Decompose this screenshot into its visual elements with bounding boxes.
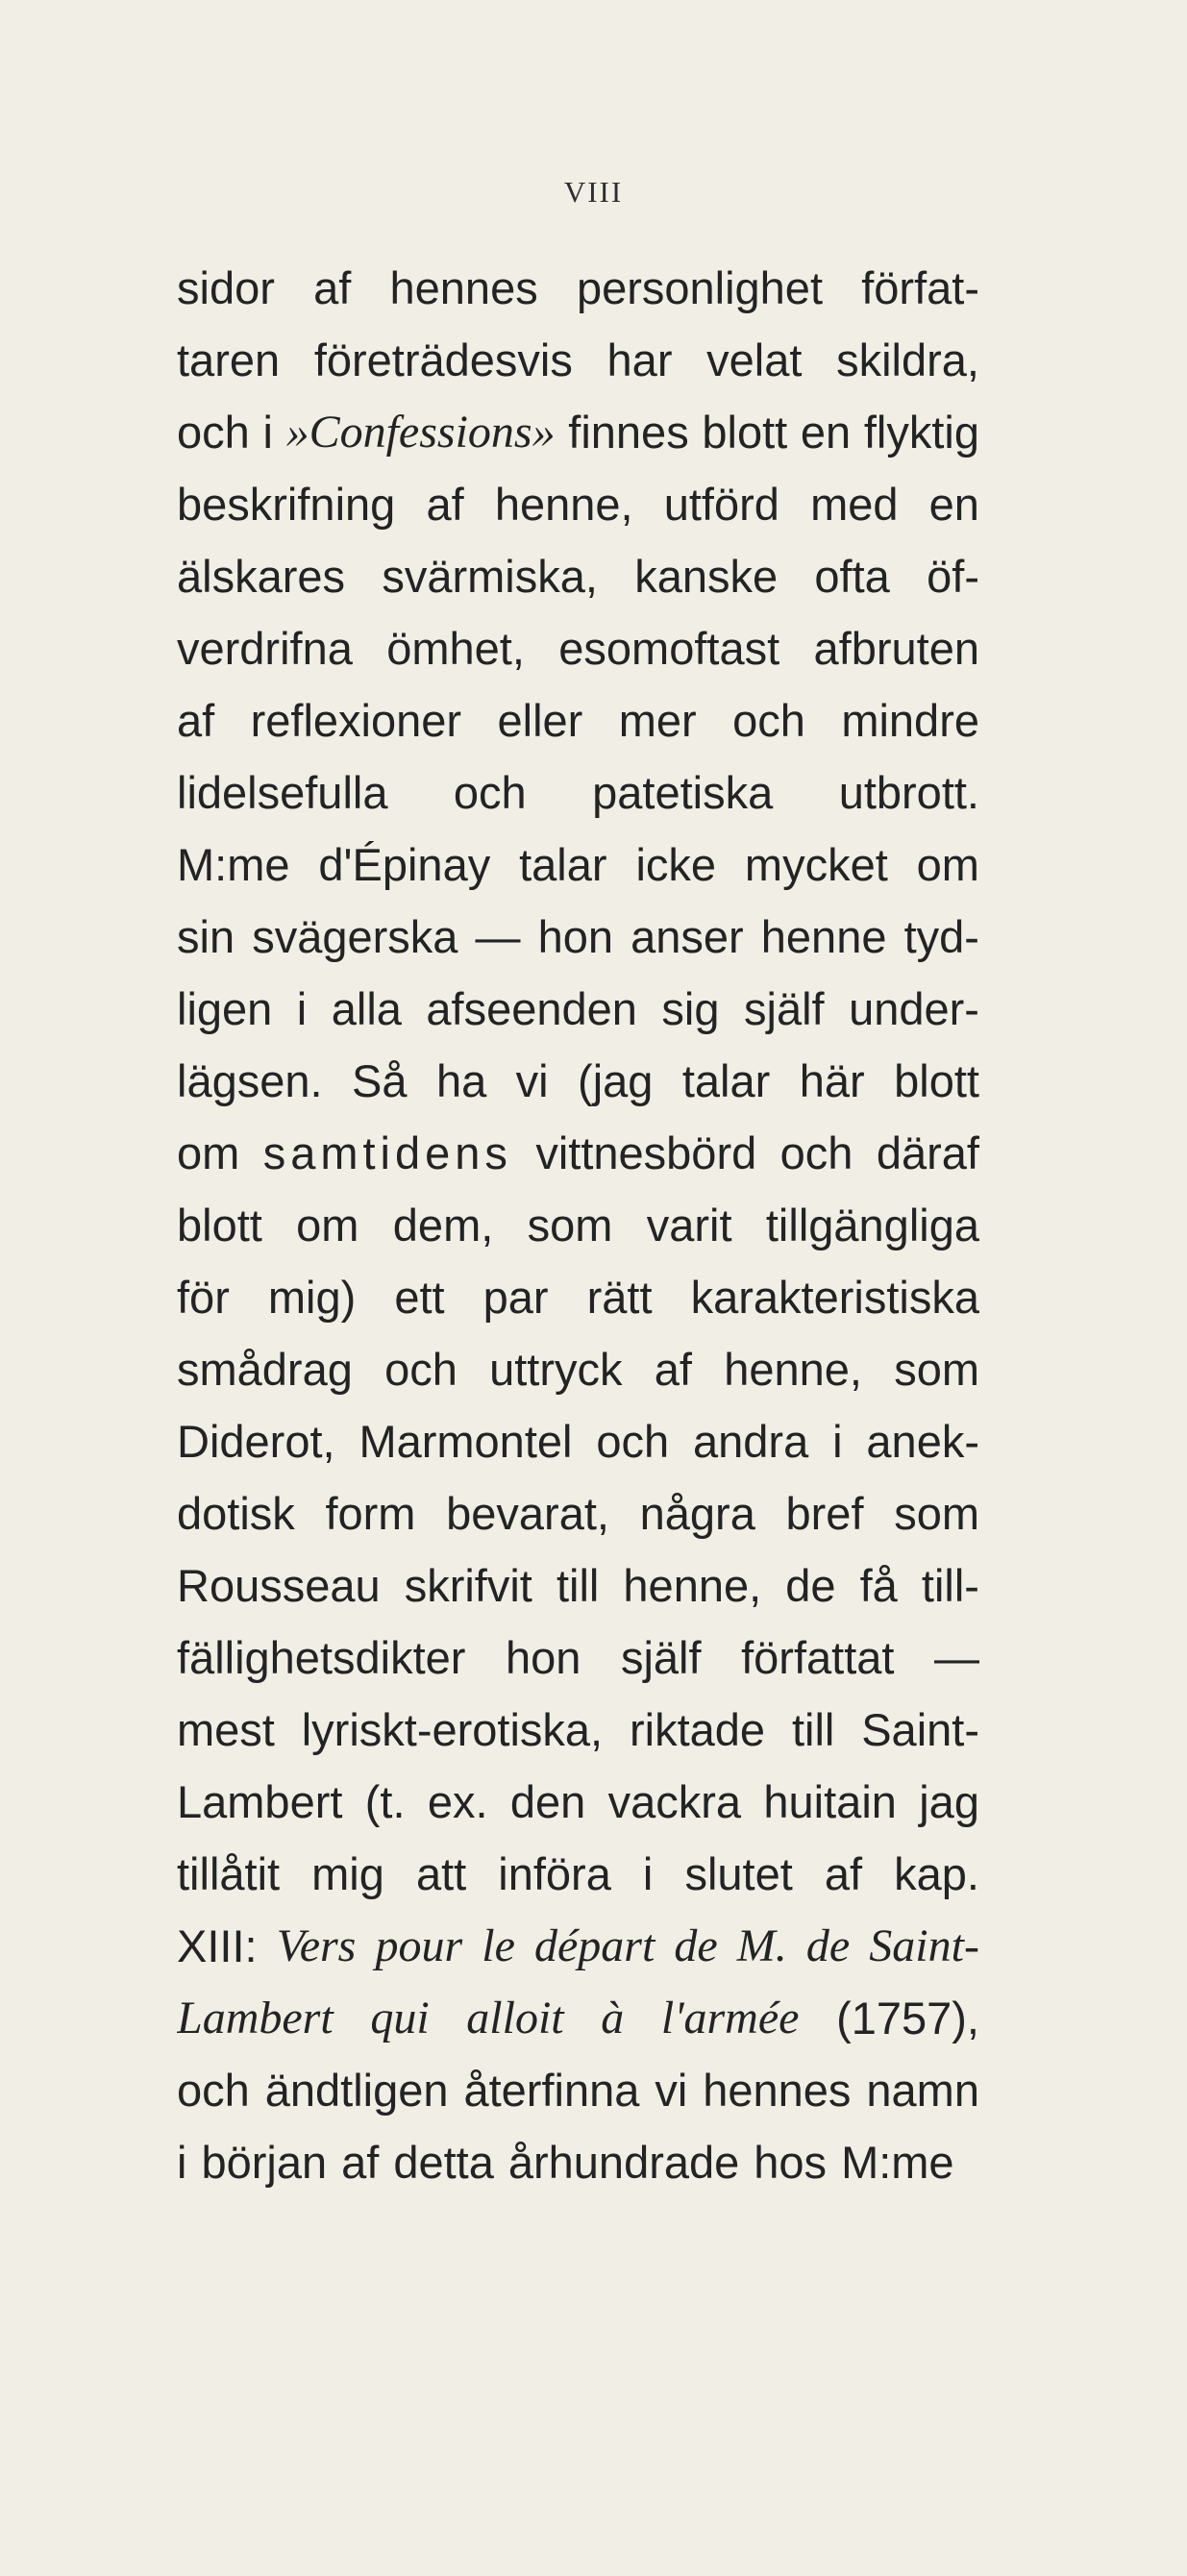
text-word: personlighet: [576, 262, 824, 313]
text-word: dem,: [392, 1200, 494, 1251]
text-word: jag: [919, 1776, 979, 1827]
text-word: och: [596, 1416, 670, 1467]
text-line: [177, 2126, 979, 2198]
text-word: M:me: [177, 839, 290, 890]
text-word: form: [325, 1488, 416, 1539]
text-word: af: [824, 1848, 863, 1899]
text-line: [177, 1622, 979, 1694]
page-number: VIII: [563, 175, 624, 209]
text-word: början: [201, 2137, 328, 2188]
body-text: [177, 252, 979, 2198]
text-word: en: [928, 479, 979, 530]
text-word: till: [556, 1560, 600, 1611]
text-word: om: [916, 839, 979, 890]
text-line: [177, 829, 979, 901]
text-word: här: [799, 1055, 865, 1106]
text-word: i: [262, 407, 273, 458]
text-word: riktade: [629, 1704, 766, 1755]
text-word: tillgängliga: [765, 1200, 979, 1251]
text-word: själf: [744, 983, 825, 1034]
text-word: henne,: [623, 1560, 762, 1611]
text-word: rätt: [586, 1272, 653, 1323]
text-word: och: [177, 2065, 250, 2116]
text-word: sidor: [177, 262, 275, 313]
text-word: à: [601, 1993, 625, 2043]
text-word: Rousseau: [177, 1560, 381, 1611]
text-word: bevarat,: [446, 1488, 609, 1539]
text-word: hon: [505, 1632, 581, 1683]
text-word: par: [482, 1272, 549, 1323]
text-word: till-: [921, 1560, 979, 1611]
text-word: lidelsefulla: [177, 767, 388, 818]
text-word: mycket: [744, 839, 888, 890]
text-line: [177, 468, 979, 540]
text-word: andra: [693, 1416, 809, 1467]
text-line: [177, 1549, 979, 1622]
text-word: d'Épinay: [318, 839, 491, 890]
text-word: anser: [631, 911, 744, 962]
text-word: mest: [177, 1704, 275, 1755]
text-line: [177, 1117, 979, 1189]
text-word: henne,: [724, 1344, 862, 1395]
text-word: hennes: [389, 262, 538, 313]
text-word: återfinna: [463, 2065, 640, 2116]
text-word: mer: [618, 695, 697, 746]
text-word: förfat-: [861, 262, 979, 313]
text-word: —: [475, 911, 521, 962]
text-line: [177, 973, 979, 1045]
text-word: M:me: [841, 2137, 954, 2188]
text-word: flyktig: [863, 407, 979, 458]
text-word: som: [894, 1344, 979, 1395]
text-word: svägerska: [252, 911, 458, 962]
text-word: karakteristiska: [690, 1272, 979, 1323]
text-word: blott: [894, 1055, 979, 1106]
text-word: Så: [352, 1055, 408, 1106]
text-line: [177, 1982, 979, 2054]
text-word: anek-: [866, 1416, 979, 1467]
text-word: départ: [533, 1920, 655, 1971]
text-word: Marmontel: [359, 1416, 573, 1467]
text-line: [177, 612, 979, 684]
text-word: Vers: [276, 1920, 357, 1971]
text-line: [177, 1333, 979, 1405]
text-word: öf-: [927, 551, 979, 602]
text-word: —: [934, 1632, 979, 1683]
text-line: [177, 1694, 979, 1766]
text-word: bref: [785, 1488, 864, 1539]
text-word: af: [177, 695, 215, 746]
text-word: »Confessions»: [285, 407, 556, 458]
text-word: af: [654, 1344, 692, 1395]
text-word: talar: [681, 1055, 771, 1106]
text-word: eller: [497, 695, 583, 746]
text-word: ömhet,: [386, 623, 525, 674]
text-word: däraf: [876, 1127, 979, 1178]
text-word: (1757),: [836, 1993, 979, 2043]
text-word: blott: [177, 1200, 262, 1251]
text-word: (jag: [578, 1055, 654, 1106]
text-word: lyriskt-erotiska,: [301, 1704, 604, 1755]
text-word: utförd: [663, 479, 779, 530]
text-word: de: [805, 1920, 851, 1971]
text-word: henne,: [494, 479, 633, 530]
text-word: detta: [393, 2137, 494, 2188]
text-word: i: [296, 983, 308, 1034]
text-word: talar: [519, 839, 607, 890]
text-line: [177, 396, 979, 468]
text-word: vi: [515, 1055, 549, 1106]
text-word: i: [177, 2137, 187, 2188]
text-word: vackra: [607, 1776, 742, 1827]
text-word: smådrag: [177, 1344, 353, 1395]
text-word: mig: [311, 1848, 384, 1899]
text-word: af: [341, 2137, 380, 2188]
text-word: och: [177, 407, 250, 458]
text-word: själf: [620, 1632, 702, 1683]
text-word: i: [832, 1416, 843, 1467]
text-word: verdrifna: [177, 623, 353, 674]
text-word: esomoftast: [558, 623, 780, 674]
text-word: alloit: [466, 1993, 564, 2043]
text-line: [177, 324, 979, 396]
text-word: kanske: [634, 551, 779, 602]
text-word: som: [527, 1200, 613, 1251]
text-word: få: [859, 1560, 898, 1611]
text-word: XIII:: [177, 1920, 258, 1971]
text-word: århundrade: [507, 2137, 740, 2188]
text-word: afbruten: [813, 623, 979, 674]
text-word: reflexioner: [250, 695, 462, 746]
text-line: [177, 1045, 979, 1117]
text-word: de: [785, 1560, 836, 1611]
text-line: [177, 756, 979, 829]
text-word: kap.: [894, 1848, 979, 1899]
text-line: [177, 1189, 979, 1261]
text-word: och: [732, 695, 805, 746]
text-word: fällighetsdikter: [177, 1632, 466, 1683]
text-word: den: [509, 1776, 586, 1827]
text-word: ha: [435, 1055, 487, 1106]
text-word: Saint-: [861, 1704, 979, 1755]
text-word: införa: [498, 1848, 611, 1899]
text-word: pour: [375, 1920, 463, 1971]
text-word: velat: [706, 334, 803, 385]
text-line: [177, 1910, 979, 1982]
text-word: och: [384, 1344, 457, 1395]
text-word: skildra,: [836, 334, 979, 385]
text-word: svärmiska,: [382, 551, 598, 602]
text-line: [177, 252, 979, 324]
text-word: namn: [866, 2065, 979, 2116]
text-word: några: [639, 1488, 755, 1539]
text-line: [177, 1405, 979, 1477]
text-word: utbrott.: [838, 767, 979, 818]
text-word: och: [779, 1127, 853, 1178]
text-word: icke: [635, 839, 717, 890]
text-line: [177, 540, 979, 612]
text-word: ett: [394, 1272, 445, 1323]
text-word: varit: [646, 1200, 732, 1251]
text-word: uttryck: [489, 1344, 623, 1395]
text-word: som: [894, 1488, 979, 1539]
text-line: [177, 1766, 979, 1838]
text-word: af: [313, 262, 352, 313]
text-word: med: [810, 479, 899, 530]
text-word: om: [296, 1200, 359, 1251]
text-word: och: [453, 767, 527, 818]
text-word: ligen: [177, 983, 273, 1034]
text-word: älskares: [177, 551, 346, 602]
text-word: henne: [760, 911, 887, 962]
text-word: hos: [754, 2137, 828, 2188]
text-word: tillåtit: [177, 1848, 281, 1899]
text-word: sin: [177, 911, 235, 962]
text-word: huitain: [763, 1776, 897, 1827]
text-word: lägsen.: [177, 1055, 323, 1106]
text-word: taren: [177, 334, 281, 385]
text-word: Lambert: [177, 1993, 334, 2043]
text-word: beskrifning: [177, 479, 396, 530]
text-word: företrädesvis: [313, 334, 573, 385]
text-word: skrifvit: [404, 1560, 532, 1611]
text-line: [177, 1477, 979, 1549]
text-word: le: [482, 1920, 515, 1971]
text-word: hennes: [703, 2065, 852, 2116]
text-word: en: [800, 407, 852, 458]
text-word: slutet: [684, 1848, 793, 1899]
text-word: för: [177, 1272, 230, 1323]
text-word: blott: [702, 407, 788, 458]
text-word: under-: [849, 983, 979, 1034]
text-word: (t.: [364, 1776, 406, 1827]
text-word: ex.: [427, 1776, 488, 1827]
text-word: mindre: [841, 695, 979, 746]
text-word: vittnesbörd: [535, 1127, 757, 1178]
text-word: patetiska: [592, 767, 774, 818]
text-line: [177, 2054, 979, 2126]
text-word: mig): [267, 1272, 357, 1323]
text-word: l'armée: [660, 1993, 800, 2043]
text-line: [177, 1838, 979, 1910]
text-word: hon: [537, 911, 614, 962]
text-word: sig: [661, 983, 720, 1034]
text-line: [177, 901, 979, 973]
text-word: till: [791, 1704, 835, 1755]
text-word: vi: [655, 2065, 688, 2116]
text-word: dotisk: [177, 1488, 295, 1539]
text-line: [177, 684, 979, 756]
text-word: de: [674, 1920, 718, 1971]
text-word: Saint-: [869, 1920, 979, 1971]
text-word: ändtligen: [264, 2065, 449, 2116]
text-word: af: [426, 479, 464, 530]
text-word: ofta: [814, 551, 890, 602]
text-word: om: [177, 1127, 240, 1178]
text-word: författat: [741, 1632, 895, 1683]
text-word: alla: [331, 983, 402, 1034]
text-word: Lambert: [177, 1776, 343, 1827]
text-word: att: [415, 1848, 467, 1899]
text-word: finnes: [568, 407, 689, 458]
text-word: i: [642, 1848, 654, 1899]
text-word: har: [606, 334, 673, 385]
text-word: Diderot,: [177, 1416, 335, 1467]
text-word: afseenden: [426, 983, 637, 1034]
text-line: [177, 1261, 979, 1333]
text-word: tyd-: [903, 911, 979, 962]
text-word: samtidens: [262, 1127, 512, 1178]
text-word: M.: [736, 1920, 787, 1971]
text-word: qui: [370, 1993, 430, 2043]
